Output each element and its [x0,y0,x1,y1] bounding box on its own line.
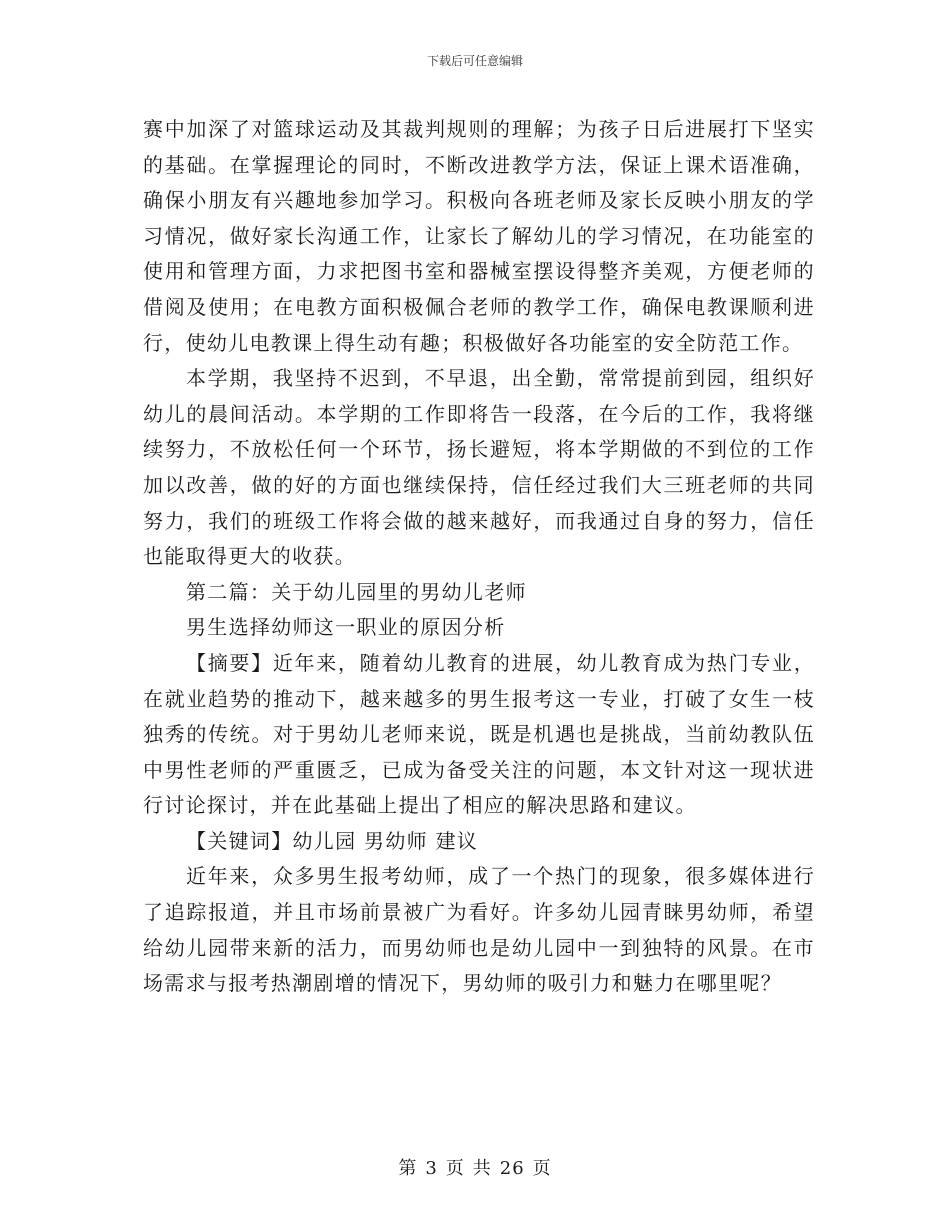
footer-label-ye-end: 页 [532,1158,552,1179]
keywords-paragraph: 【关键词】幼儿园 男幼师 建议 [186,828,479,853]
article-title: 男生选择幼师这一职业的原因分析 [186,615,506,640]
page-footer [0,1154,950,1180]
paragraph-2: 本学期，我坚持不迟到，不早退，出全勤，常常提前到园，组织好幼儿的晨间活动。本学期的工作即将告一段落，在今后的工作，我将继续努力，不放松任何一个环节，扬长避短，将本学期做的不到位的工作加以改善，做的好的方面也继续保持，信任经过我们大三班老师的共同努力，我们的班级工作将会做的越来越好，而我通过自身的努力，信任也能取得更大的收获。 [143,366,815,569]
document-body [143,112,815,1002]
footer-label-total: 共 [472,1158,492,1179]
paragraph-1: 赛中加深了对篮球运动及其裁判规则的理解；为孩子日后进展打下坚实的基础。在掌握理论的同时，不断改进教学方法，保证上课术语准确，确保小朋友有兴趣地参加学习。积极向各班老师及家长反映小朋友的学习情况，做好家长沟通工作，让家长了解幼儿的学习情况，在功能室的使用和管理方面，力求把图书室和器械室摆设得整齐美观，方便老师的借阅及使用；在电教方面积极佩合老师的教学工作，确保电教课顺利进行，使幼儿电教课上得生动有趣；积极做好各功能室的安全防范工作。 [143,117,815,355]
footer-total-pages: 26 [499,1158,525,1179]
footer-label-ye: 页 [445,1158,465,1179]
section-title: 第二篇：关于幼儿园里的男幼儿老师 [186,579,527,604]
page-header: 下载后可任意编辑 [426,54,523,68]
footer-label-page: 第 [398,1158,418,1179]
abstract-paragraph: 【摘要】近年来，随着幼儿教育的进展，幼儿教育成为热门专业，在就业趋势的推动下，越来越多的男生报考这一专业，打破了女生一枝独秀的传统。对于男幼儿老师来说，既是机遇也是挑战，当前幼教队伍中男性老师的严重匮乏，已成为备受关注的问题，本文针对这一现状进行讨论探讨，并在此基础上提出了相应的解决思路和建议。 [143,650,815,818]
footer-current-page: 3 [425,1158,438,1179]
paragraph-7: 近年来，众多男生报考幼师，成了一个热门的现象，很多媒体进行了追踪报道，并且市场前景被广为看好。许多幼儿园青睐男幼师，希望给幼儿园带来新的活力，而男幼师也是幼儿园中一到独特的风景。在市场需求与报考热潮剧增的情况下，男幼师的吸引力和魅力在哪里呢？ [143,864,815,996]
